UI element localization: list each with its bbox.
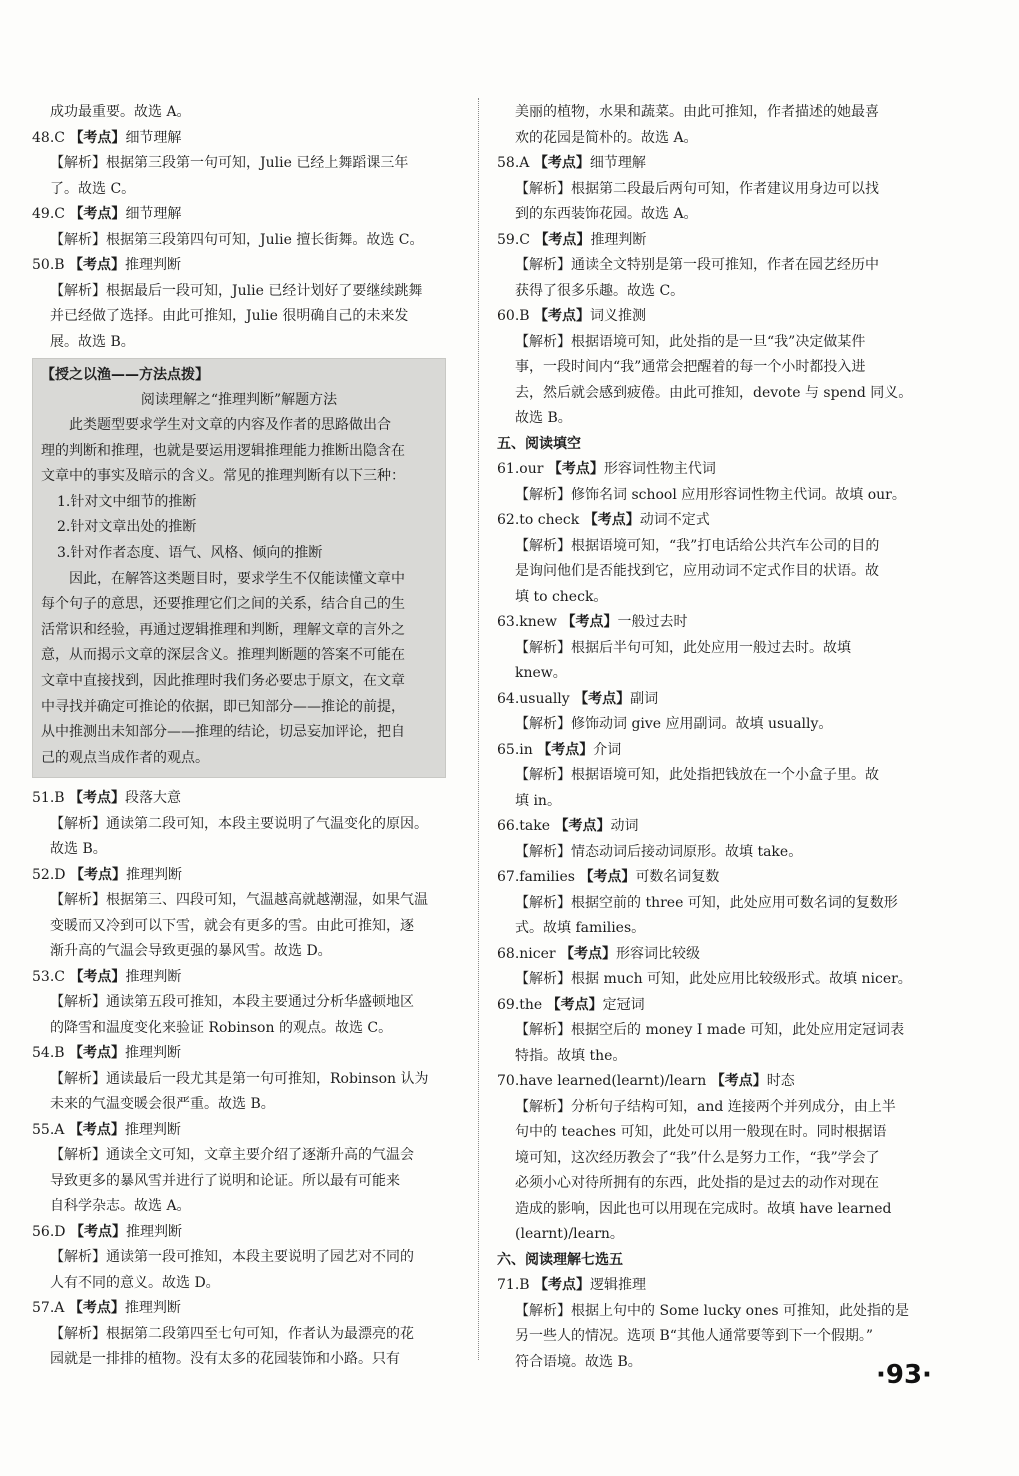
explanation-line: 【解析】根据第二段第四至七句可知，作者认为最漂亮的花	[50, 1325, 414, 1342]
tip-heading: 【授之以渔——方法点拨】	[41, 367, 209, 383]
explanation-line: 式。故填 families。	[515, 920, 646, 936]
kaodian-tag: 【考点】	[534, 231, 591, 248]
question-header	[32, 202, 462, 228]
left-column	[32, 100, 462, 1373]
kaodian-tag: 【考点】	[68, 1121, 125, 1138]
kaodian-tag: 【考点】	[69, 968, 126, 985]
question-number: 50.B	[32, 257, 65, 273]
kaodian-tag: 【考点】	[554, 818, 611, 834]
question-number: 67.families	[497, 869, 575, 885]
question-number: 68.nicer	[497, 945, 556, 962]
question-header	[32, 253, 462, 279]
question-header	[32, 965, 462, 991]
question-header	[497, 457, 927, 483]
explanation-line: 获得了很多乐趣。故选 C。	[515, 282, 685, 299]
question-topic: 介词	[593, 741, 622, 758]
explanation-line: 【解析】情态动词后接动词原形。故填 take。	[515, 843, 803, 860]
tip-paragraph-line: 因此，在解答这类题目时，要求学生不仅能读懂文章中	[69, 570, 405, 587]
question-topic: 推理判断	[125, 866, 182, 883]
explanation-line: 导致更多的暴风雪并进行了说明和论证。所以最有可能来	[50, 1172, 400, 1189]
question-topic: 段落大意	[125, 790, 182, 807]
tip-paragraph-line: 意，从而揭示文章的深层含义。推理判断题的答案不可能在	[41, 647, 405, 664]
question-topic: 逻辑推理	[590, 1277, 647, 1293]
question-number: 63.knew	[497, 614, 558, 630]
kaodian-tag: 【考点】	[574, 690, 631, 707]
question-topic: 推理判断	[125, 968, 182, 985]
explanation-line: 【解析】通读第一段可推知，本段主要说明了园艺对不同的	[50, 1249, 414, 1266]
explanation-line: 【解析】根据第三段第四句可知，Julie 擅长街舞。故选 C。	[50, 231, 424, 248]
explanation-line: 并已经做了选择。由此可推知，Julie 很明确自己的未来发	[50, 308, 409, 324]
explanation-line: 填 to check。	[515, 588, 608, 605]
question-topic: 推理判断	[125, 257, 182, 273]
question-number: 62.to check	[497, 512, 580, 528]
question-number: 70.have learned(learnt)/learn	[497, 1073, 707, 1089]
explanation-line: 【解析】根据第三、四段可知，气温越高就越潮湿，如果气温	[50, 892, 428, 909]
question-topic: 形容词比较级	[616, 945, 701, 962]
question-topic: 副词	[630, 690, 659, 707]
kaodian-tag: 【考点】	[583, 512, 640, 528]
kaodian-tag: 【考点】	[69, 129, 126, 146]
tip-paragraph-line: 中寻找并确定可推论的依据，即已知部分——推论的前提，	[41, 698, 405, 715]
tip-paragraph-line: 理的判断和推理，也就是要运用逻辑推理能力推断出隐含在	[41, 442, 405, 459]
kaodian-tag: 【考点】	[560, 945, 617, 962]
section-heading: 六、阅读理解七选五	[497, 1251, 623, 1268]
question-header	[497, 1273, 927, 1299]
explanation-line: 渐升高的气温会导致更强的暴风雪。故选 D。	[50, 943, 332, 960]
explanation-line: 【解析】根据第三段第一句可知，Julie 已经上舞蹈课三年	[50, 155, 409, 171]
question-number: 56.D	[32, 1223, 66, 1240]
question-number: 49.C	[32, 206, 65, 222]
question-topic: 形容词性物主代词	[603, 461, 716, 477]
question-header	[497, 151, 927, 177]
tip-paragraph-line: 每个句子的意思，还要推理它们之间的关系，结合自己的生	[41, 596, 405, 613]
explanation-line: 去，然后就会感到疲倦。由此可推知，devote 与 spend 同义。	[515, 384, 913, 401]
question-header	[32, 1296, 462, 1322]
question-topic: 细节理解	[589, 155, 646, 171]
question-number: 57.A	[32, 1300, 65, 1317]
explanation-line: 【解析】根据 much 可知，此处应用比较级形式。故填 nicer。	[515, 971, 912, 987]
question-header	[32, 1220, 462, 1246]
explanation-line: 【解析】通读最后一段尤其是第一句可推知，Robinson 认为	[50, 1070, 429, 1087]
explanation-line: 填 in。	[515, 792, 561, 809]
kaodian-tag: 【考点】	[547, 461, 604, 477]
explanation-line: 【解析】根据后半句可知，此处应用一般过去时。故填	[515, 639, 851, 656]
question-header	[497, 228, 927, 254]
explanation-line: (learnt)/learn。	[515, 1226, 624, 1242]
kaodian-tag: 【考点】	[546, 996, 603, 1013]
kaodian-tag: 【考点】	[69, 206, 126, 222]
question-number: 60.B	[497, 308, 530, 324]
question-number: 59.C	[497, 231, 530, 248]
kaodian-tag: 【考点】	[69, 790, 126, 807]
explanation-line: 人有不同的意义。故选 D。	[50, 1274, 220, 1291]
explanation-line: 必须小心对待所拥有的东西，此处指的是过去的动作对现在	[515, 1175, 879, 1191]
tip-paragraph-line: 此类题型要求学生对文章的内容及作者的思路做出合	[69, 417, 391, 433]
kaodian-tag: 【考点】	[561, 614, 618, 630]
explanation-line: 造成的影响，因此也可以用现在完成时。故填 have learned	[515, 1200, 892, 1217]
tip-paragraph-line: 文章中的事实及暗示的含义。常见的推理判断有以下三种：	[41, 468, 405, 485]
question-topic: 定冠词	[602, 996, 645, 1013]
question-topic: 动词	[610, 818, 639, 834]
question-topic: 动词不定式	[639, 512, 710, 528]
explanation-line: knew。	[515, 665, 567, 681]
page-number: ·93·	[876, 1360, 932, 1390]
column-divider	[478, 98, 480, 1360]
question-header	[497, 865, 927, 891]
question-topic: 推理判断	[124, 1300, 181, 1317]
kaodian-tag: 【考点】	[537, 741, 594, 758]
explanation-line: 【解析】修饰动词 give 应用副词。故填 usually。	[515, 716, 833, 732]
question-header	[497, 304, 927, 330]
explanation-line: 【解析】根据语境可知，此处指的是一旦“我”决定做某件	[515, 333, 866, 350]
question-topic: 细节理解	[125, 129, 182, 146]
explanation-line: 特指。故填 the。	[515, 1047, 627, 1064]
question-number: 64.usually	[497, 690, 570, 707]
explanation-line: 符合语境。故选 B。	[515, 1353, 642, 1370]
tip-list-item: 2.针对文章出处的推断	[57, 519, 197, 536]
question-header	[497, 738, 927, 764]
question-header	[497, 508, 927, 534]
question-number: 48.C	[32, 129, 65, 146]
question-header	[497, 993, 927, 1019]
explanation-line: 另一些人的情况。选项 B“其他人通常要等到下一个假期。”	[515, 1328, 874, 1344]
question-number: 53.C	[32, 968, 65, 985]
question-topic: 时态	[766, 1073, 795, 1089]
question-header	[497, 610, 927, 636]
explanation-line: 【解析】根据语境可知，此处指把钱放在一个小盒子里。故	[515, 767, 879, 783]
question-topic: 推理判断	[124, 1121, 181, 1138]
question-header	[32, 126, 462, 152]
question-number: 69.the	[497, 996, 543, 1013]
kaodian-tag: 【考点】	[579, 869, 636, 885]
question-number: 71.B	[497, 1277, 530, 1293]
explanation-line: 变暖而又冷到可以下雪，就会有更多的雪。由此可推知，逐	[50, 917, 414, 934]
continued-text: 成功最重要。故选 A。	[50, 104, 191, 120]
question-header	[32, 1041, 462, 1067]
question-number: 54.B	[32, 1045, 65, 1062]
explanation-line: 【解析】根据上句中的 Some lucky ones 可推知，此处指的是	[515, 1302, 910, 1319]
explanation-line: 未来的气温变暖会很严重。故选 B。	[50, 1096, 275, 1113]
question-number: 58.A	[497, 155, 530, 171]
question-header	[497, 814, 927, 840]
kaodian-tag: 【考点】	[710, 1073, 767, 1089]
kaodian-tag: 【考点】	[69, 1223, 126, 1240]
question-topic: 词义推测	[590, 308, 647, 324]
explanation-line: 故选 B。	[515, 410, 572, 426]
kaodian-tag: 【考点】	[69, 1045, 126, 1062]
explanation-line: 【解析】修饰名词 school 应用形容词性物主代词。故填 our。	[515, 486, 906, 503]
explanation-line: 展。故选 B。	[50, 333, 135, 350]
explanation-line: 【解析】根据最后一段可知，Julie 已经计划好了要继续跳舞	[50, 282, 423, 299]
tip-paragraph-line: 己的观点当成作者的观点。	[41, 749, 209, 766]
explanation-line: 境可知，这次经历教会了“我”什么是努力工作，“我”学会了	[515, 1149, 880, 1166]
tip-paragraph-line: 从中推测出未知部分——推理的结论，切忌妄加评论，把自	[41, 724, 405, 741]
question-header	[497, 942, 927, 968]
question-header	[497, 687, 927, 713]
explanation-line: 【解析】通读第五段可推知，本段主要通过分析华盛顿地区	[50, 994, 414, 1011]
explanation-line: 自科学杂志。故选 A。	[50, 1198, 191, 1215]
question-number: 65.in	[497, 741, 533, 758]
explanation-line: 【解析】分析句子结构可知，and 连接两个并列成分，由上半	[515, 1098, 896, 1115]
tip-title: 阅读理解之“推理判断”解题方法	[140, 392, 338, 408]
explanation-line: 【解析】通读全文特别是第一段可推知，作者在园艺经历中	[515, 257, 879, 273]
explanation-line: 的降雪和温度变化来验证 Robinson 的观点。故选 C。	[50, 1019, 393, 1036]
explanation-line: 【解析】根据语境可知，“我”打电话给公共汽车公司的目的	[515, 537, 880, 554]
question-number: 61.our	[497, 461, 544, 477]
question-header	[32, 786, 462, 812]
explanation-line: 故选 B。	[50, 841, 107, 858]
tip-paragraph-line: 文章中直接找到，因此推理时我们务必要忠于原文，在文章	[41, 672, 405, 689]
question-number: 52.D	[32, 866, 66, 883]
kaodian-tag: 【考点】	[69, 866, 126, 883]
kaodian-tag: 【考点】	[533, 155, 590, 171]
kaodian-tag: 【考点】	[68, 1300, 125, 1317]
question-header	[32, 863, 462, 889]
explanation-line: 了。故选 C。	[50, 180, 136, 197]
section-heading: 五、阅读填空	[497, 435, 581, 452]
explanation-line: 【解析】根据空前的 three 可知，此处应用可数名词的复数形	[515, 894, 898, 911]
kaodian-tag: 【考点】	[534, 1277, 591, 1293]
question-number: 66.take	[497, 818, 551, 834]
tip-list-item: 3.针对作者态度、语气、风格、倾向的推断	[57, 544, 323, 561]
question-topic: 可数名词复数	[635, 869, 720, 885]
explanation-line: 是询问他们是否能找到它，应用动词不定式作目的状语。故	[515, 563, 879, 579]
explanation-line: 园就是一排排的植物。没有太多的花园装饰和小路。只有	[50, 1351, 400, 1368]
question-topic: 细节理解	[125, 206, 182, 222]
explanation-line: 【解析】根据空后的 money I made 可知，此处应用定冠词表	[515, 1022, 905, 1038]
tip-paragraph-line: 活常识和经验，再通过逻辑推理和判断，理解文章的言外之	[41, 621, 405, 638]
explanation-line: 【解析】通读第二段可知，本段主要说明了气温变化的原因。	[50, 815, 428, 832]
kaodian-tag: 【考点】	[69, 257, 126, 273]
tip-list-item: 1.针对文中细节的推断	[57, 493, 197, 510]
question-topic: 推理判断	[125, 1045, 182, 1062]
question-topic: 一般过去时	[617, 614, 688, 630]
explanation-line: 事，一段时间内“我”通常会把醒着的每一个小时都投入进	[515, 359, 866, 375]
question-topic: 推理判断	[125, 1223, 182, 1240]
explanation-line: 到的东西装饰花园。故选 A。	[515, 206, 698, 222]
question-number: 55.A	[32, 1121, 65, 1138]
question-number: 51.B	[32, 790, 65, 807]
right-column	[497, 100, 927, 1375]
continued-text: 欢的花园是简朴的。故选 A。	[515, 129, 698, 146]
question-header	[497, 1069, 927, 1095]
explanation-line: 【解析】通读全文可知，文章主要介绍了逐渐升高的气温会	[50, 1147, 414, 1164]
explanation-line: 【解析】根据第二段最后两句可知，作者建议用身边可以找	[515, 180, 879, 197]
method-tip-box	[32, 358, 446, 778]
question-topic: 推理判断	[590, 231, 647, 248]
explanation-line: 句中的 teaches 可知，此处可以用一般现在时。同时根据语	[515, 1124, 887, 1140]
continued-text: 美丽的植物，水果和蔬菜。由此可推知，作者描述的她最喜	[515, 104, 879, 120]
question-header	[32, 1118, 462, 1144]
kaodian-tag: 【考点】	[534, 308, 591, 324]
